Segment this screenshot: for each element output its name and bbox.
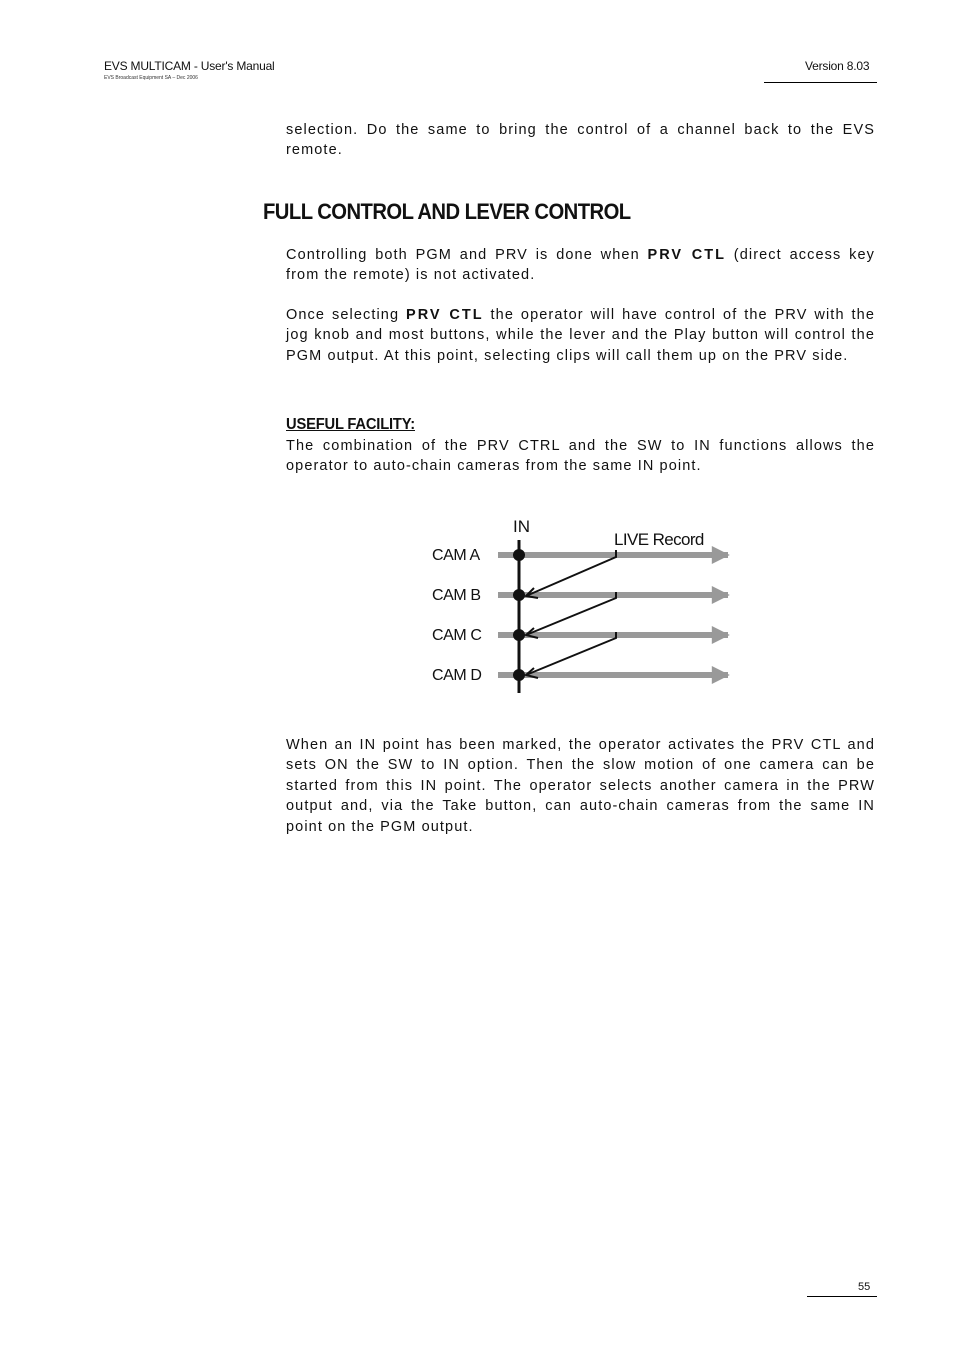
in-label: IN	[513, 517, 530, 536]
paragraph-text: Controlling both PGM and PRV is done when	[286, 247, 648, 263]
live-record-label: LIVE Record	[614, 530, 704, 549]
in-point-dot-b	[513, 589, 525, 601]
in-point-dot-d	[513, 669, 525, 681]
section-title: FULL CONTROL AND LEVER CONTROL	[263, 199, 631, 224]
paragraph-sw-to-in: When an IN point has been marked, the operator activates the PRV CTL and sets ON the SW to IN option. Then the slow motion of one camera can be started from this IN point. The operator selects another camera in the PRW output and, via the Take button, can auto-chain cameras from the same IN point on the PGM output.	[286, 737, 875, 835]
in-point-dot-c	[513, 629, 525, 641]
auto-chain-diagram	[420, 505, 750, 700]
paragraph-text: the operator will have control of the PRV with the jog knob and most buttons, while the lever and the Play button will control the PGM output. At this point, selecting clips will call them up on the PRV side.	[286, 307, 875, 364]
paragraph-text: Once selecting	[286, 307, 407, 323]
subsection-title: USEFUL FACILITY:	[286, 416, 416, 433]
chain-arrow-2	[526, 592, 616, 638]
camera-label-b: CAM B	[432, 587, 481, 604]
camera-label-d: CAM D	[432, 667, 482, 684]
camera-label-a: CAM A	[432, 547, 480, 564]
header-subtitle: EVS Broadcast Equipment SA – Dec 2006	[104, 75, 198, 81]
chain-arrow-3	[526, 632, 616, 678]
key-name: PRV CTL	[406, 307, 484, 323]
in-point-dot-a	[513, 549, 525, 561]
paragraph-useful-facility: The combination of the PRV CTRL and the SW to IN functions allows the operator to auto-chain cameras from the same IN point.	[286, 438, 875, 475]
key-name: PRV CTL	[647, 247, 726, 263]
header-title: EVS MULTICAM - User's Manual	[104, 59, 275, 73]
paragraph-prv-ctl-access	[286, 245, 875, 286]
camera-label-c: CAM C	[432, 627, 482, 644]
header-version: Version 8.03	[805, 59, 870, 73]
paragraph-text: (direct access key from the remote) is not activated.	[286, 247, 875, 284]
paragraph-prv-ctl-control	[286, 305, 875, 366]
footer-rule	[807, 1296, 877, 1297]
header-rule	[764, 82, 877, 83]
intro-paragraph: selection. Do the same to bring the control of a channel back to the EVS remote.	[286, 122, 875, 159]
page-number: 55	[858, 1281, 871, 1293]
